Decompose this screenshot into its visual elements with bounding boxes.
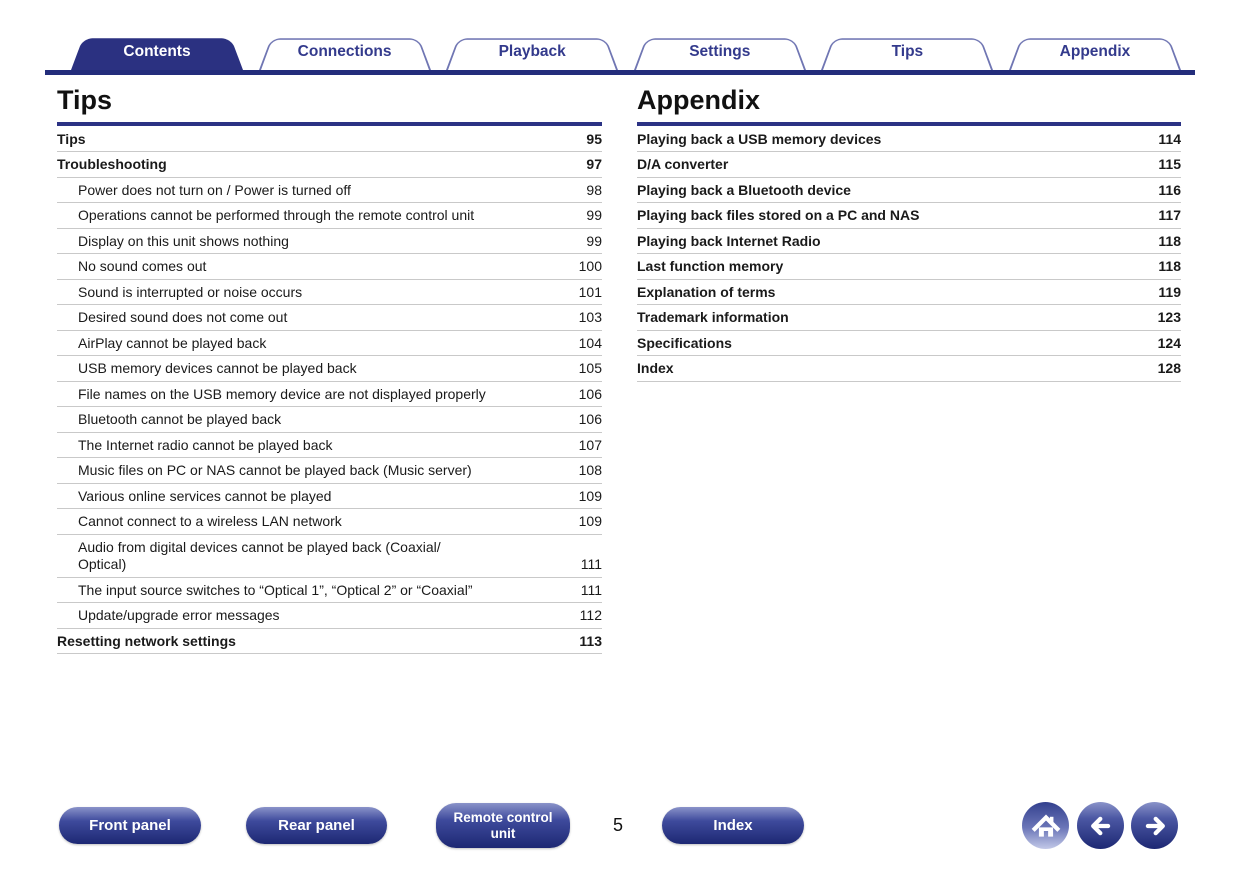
tab-label: Playback — [498, 42, 566, 60]
tab-settings[interactable] — [634, 33, 806, 70]
toc-row[interactable] — [637, 254, 1181, 280]
toc-section — [637, 86, 1181, 382]
toc-entry-label: Playing back Internet Radio — [637, 232, 821, 249]
toc-entry-page: 106 — [578, 385, 602, 402]
tabs-inner — [45, 33, 1195, 70]
toc-entry-page: 114 — [1158, 130, 1181, 147]
toc-entry-label: Explanation of terms — [637, 283, 776, 300]
tab-label: Contents — [123, 42, 191, 60]
toc-entry-label: File names on the USB memory device are not displayed properly — [78, 385, 486, 402]
toc-entry-label: Music files on PC or NAS cannot be played back (Music server) — [78, 462, 472, 479]
toc-row[interactable] — [57, 578, 602, 604]
toc-entry-page: 116 — [1158, 181, 1181, 198]
toc-row[interactable] — [637, 305, 1181, 331]
toc-entry-page: 100 — [578, 258, 602, 275]
page-number: 5 — [612, 815, 623, 835]
toc-entry-page: 128 — [1157, 360, 1181, 377]
toc-entry-page: 98 — [586, 181, 602, 198]
toc-row[interactable] — [637, 178, 1181, 204]
toc-entry-page: 111 — [580, 556, 602, 573]
toc-entry-page: 123 — [1157, 309, 1181, 326]
tab-tips[interactable] — [821, 33, 993, 70]
toc-row[interactable] — [57, 127, 602, 153]
tab-connections[interactable] — [259, 33, 431, 70]
tab-appendix[interactable] — [1009, 33, 1181, 70]
toc-entry-label: The input source switches to “Optical 1”, “Optical 2” or “Coaxial” — [78, 581, 473, 598]
forward-arrow-icon — [1138, 809, 1172, 843]
toc-entry-page: 118 — [1158, 258, 1181, 275]
tab-label: Settings — [689, 42, 751, 60]
toc-entry-label: Tips — [57, 130, 86, 147]
toc-row[interactable] — [57, 178, 602, 204]
toc-row[interactable] — [57, 484, 602, 510]
rear-panel-button[interactable]: Rear panel — [246, 807, 387, 844]
back-button[interactable] — [1077, 802, 1124, 849]
remote-control-unit-button[interactable]: Remote control unit — [436, 803, 570, 848]
toc-row[interactable] — [57, 152, 602, 178]
toc-entry-page: 119 — [1158, 283, 1181, 300]
toc-row[interactable] — [57, 305, 602, 331]
toc-entry-label: Playing back a USB memory devices — [637, 130, 882, 147]
toc-row[interactable] — [57, 458, 602, 484]
toc-entry-label: Specifications — [637, 334, 732, 351]
tab-bar — [45, 33, 1195, 75]
toc-entry-label: Operations cannot be performed through the remote control unit — [78, 207, 475, 224]
toc-row[interactable] — [57, 535, 602, 578]
tab-label: Connections — [297, 42, 392, 60]
index-button[interactable]: Index — [662, 807, 804, 844]
front-panel-button[interactable]: Front panel — [59, 807, 201, 844]
tab-playback[interactable] — [446, 33, 618, 70]
toc-row[interactable] — [57, 509, 602, 535]
section-title: Tips — [57, 85, 113, 115]
toc-entry-label: Last function memory — [637, 258, 784, 275]
toc-entry-label: Trademark information — [637, 309, 789, 326]
toc-entry-page: 112 — [579, 607, 602, 624]
toc-row[interactable] — [637, 152, 1181, 178]
toc-entry-page: 97 — [586, 156, 602, 173]
toc-row[interactable] — [57, 629, 602, 655]
toc-entry-label: AirPlay cannot be played back — [78, 334, 267, 351]
toc-row[interactable] — [57, 356, 602, 382]
toc-entry-page: 99 — [586, 232, 602, 249]
tab-label: Tips — [891, 42, 924, 60]
tab-contents[interactable] — [71, 33, 243, 70]
toc-entry-label: Resetting network settings — [57, 632, 236, 649]
toc-entry-page: 105 — [578, 360, 602, 377]
toc-entry-label: Update/upgrade error messages — [78, 607, 280, 624]
back-arrow-icon — [1084, 809, 1118, 843]
toc-entry-page: 95 — [586, 130, 602, 147]
tab-label: Appendix — [1059, 42, 1131, 60]
toc-entry-page: 113 — [579, 632, 602, 649]
home-icon — [1029, 809, 1063, 843]
toc-row[interactable] — [57, 229, 602, 255]
toc-entry-page: 124 — [1157, 334, 1181, 351]
toc-entry-label: USB memory devices cannot be played back — [78, 360, 357, 377]
toc-row[interactable] — [637, 331, 1181, 357]
toc-entry-label: Bluetooth cannot be played back — [78, 411, 282, 428]
toc-row[interactable] — [57, 407, 602, 433]
toc-entry-label: The Internet radio cannot be played back — [78, 436, 333, 453]
toc-entry-label: Various online services cannot be played — [78, 487, 332, 504]
toc-entry-label: Playing back files stored on a PC and NAS — [637, 207, 920, 224]
toc-row[interactable] — [57, 280, 602, 306]
toc-row[interactable] — [637, 229, 1181, 255]
toc-entry-label: No sound comes out — [78, 258, 207, 275]
toc-row[interactable] — [637, 280, 1181, 306]
toc-entry-label: Troubleshooting — [57, 156, 167, 173]
home-button[interactable] — [1022, 802, 1069, 849]
toc-section — [57, 86, 602, 654]
toc-row[interactable] — [57, 382, 602, 408]
toc-entry-page: 107 — [578, 436, 602, 453]
footer — [0, 798, 1240, 860]
section-title-rule — [57, 122, 602, 126]
toc-row[interactable] — [57, 203, 602, 229]
toc-rows — [57, 127, 602, 655]
toc-entry-label: Playing back a Bluetooth device — [637, 181, 851, 198]
toc-entry-page: 101 — [578, 283, 602, 300]
toc-entry-label: D/A converter — [637, 156, 729, 173]
toc-entry-label: Power does not turn on / Power is turned off — [78, 181, 351, 198]
toc-entry-page: 109 — [578, 513, 602, 530]
section-title: Appendix — [637, 85, 761, 115]
toc-row[interactable] — [637, 356, 1181, 382]
toc-entry-page: 106 — [578, 411, 602, 428]
toc-row[interactable] — [57, 603, 602, 629]
toc-entry-label: Cannot connect to a wireless LAN network — [78, 513, 342, 530]
toc-row[interactable] — [57, 433, 602, 459]
toc-entry-page: 99 — [586, 207, 602, 224]
toc-entry-page: 115 — [1158, 156, 1181, 173]
toc-row[interactable] — [57, 331, 602, 357]
toc-rows — [637, 127, 1181, 382]
section-title-rule — [637, 122, 1181, 126]
toc-entry-label: Display on this unit shows nothing — [78, 232, 289, 249]
toc-entry-label: Sound is interrupted or noise occurs — [78, 283, 303, 300]
toc-row[interactable] — [637, 127, 1181, 153]
toc-entry-label: Audio from digital devices cannot be played back (Coaxial/ Optical) — [78, 538, 441, 573]
toc-entry-page: 108 — [578, 462, 602, 479]
toc-entry-page: 118 — [1158, 232, 1181, 249]
toc-entry-page: 111 — [580, 581, 602, 598]
toc-row[interactable] — [637, 203, 1181, 229]
toc-entry-page: 109 — [578, 487, 602, 504]
toc-entry-page: 103 — [578, 309, 602, 326]
toc-entry-label: Index — [637, 360, 674, 377]
toc-row[interactable] — [57, 254, 602, 280]
toc-entry-page: 117 — [1158, 207, 1181, 224]
forward-button[interactable] — [1131, 802, 1178, 849]
toc-entry-label: Desired sound does not come out — [78, 309, 288, 326]
toc-entry-page: 104 — [578, 334, 602, 351]
